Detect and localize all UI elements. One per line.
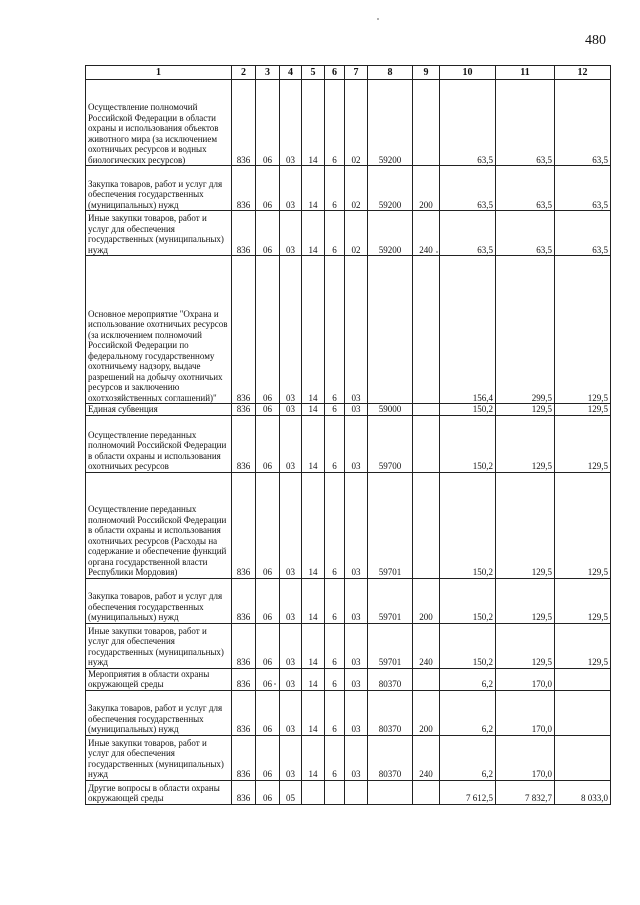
table-row [86, 256, 611, 404]
column-header-1: 1 [86, 66, 232, 80]
cell-col-4: 03 [280, 668, 302, 690]
cell-col-9: 240 [413, 211, 440, 256]
cell-col-11: 170,0 [496, 735, 555, 780]
cell-col-8: 80370 [368, 735, 413, 780]
cell-col-2: 836 [232, 415, 256, 472]
cell-col-9 [413, 472, 440, 578]
cell-col-5: 14 [302, 404, 325, 416]
cell-col-12: 129,5 [555, 256, 611, 404]
cell-col-10: 6,2 [440, 690, 496, 735]
cell-col-8 [368, 256, 413, 404]
cell-col-3: 06 [256, 404, 280, 416]
table-header-row [86, 66, 611, 80]
column-header-11: 11 [496, 66, 555, 80]
cell-col-6 [325, 780, 345, 804]
cell-col-3: 06 [256, 211, 280, 256]
cell-col-8: 80370 [368, 690, 413, 735]
cell-col-4: 03 [280, 690, 302, 735]
cell-col-7: 03 [345, 668, 368, 690]
column-header-3: 3 [256, 66, 280, 80]
cell-col-11: 129,5 [496, 472, 555, 578]
cell-col-7: 02 [345, 166, 368, 211]
table-row [86, 404, 611, 416]
row-name-cell: Единая субвенция [86, 404, 232, 416]
row-name-cell: Мероприятия в области охраны окружающей среды [86, 668, 232, 690]
cell-col-4: 03 [280, 256, 302, 404]
cell-col-8: 80370 [368, 668, 413, 690]
cell-col-8: 59200 [368, 211, 413, 256]
cell-col-8: 59701 [368, 623, 413, 668]
cell-col-3: 06 [256, 80, 280, 166]
cell-col-8: 59701 [368, 578, 413, 623]
cell-col-4: 03 [280, 404, 302, 416]
cell-col-5: 14 [302, 735, 325, 780]
cell-col-7: 03 [345, 578, 368, 623]
cell-col-11: 129,5 [496, 404, 555, 416]
cell-col-12: 129,5 [555, 472, 611, 578]
cell-col-10: 150,2 [440, 415, 496, 472]
row-name-cell: Иные закупки товаров, работ и услуг для обеспечения государственных (муниципальных) нужд [86, 735, 232, 780]
cell-col-2: 836 [232, 256, 256, 404]
cell-col-11: 129,5 [496, 623, 555, 668]
cell-col-2: 836 [232, 166, 256, 211]
cell-col-11: 129,5 [496, 578, 555, 623]
column-header-9: 9 [413, 66, 440, 80]
table-row [86, 690, 611, 735]
table-row [86, 623, 611, 668]
cell-col-12: 63,5 [555, 166, 611, 211]
cell-col-4: 03 [280, 166, 302, 211]
row-name-cell: Иные закупки товаров, работ и услуг для обеспечения государственных (муниципальных) нужд [86, 211, 232, 256]
cell-col-7: 03 [345, 735, 368, 780]
cell-col-3: 06 [256, 690, 280, 735]
cell-col-4: 03 [280, 578, 302, 623]
cell-col-3: 06 [256, 578, 280, 623]
cell-col-9: 200 [413, 578, 440, 623]
cell-col-2: 836 [232, 404, 256, 416]
table-row [86, 578, 611, 623]
scan-speck [436, 251, 438, 253]
cell-col-8 [368, 780, 413, 804]
cell-col-2: 836 [232, 623, 256, 668]
row-name-cell: Закупка товаров, работ и услуг для обеспечения государственных (муниципальных) нужд [86, 690, 232, 735]
cell-col-2: 836 [232, 211, 256, 256]
cell-col-8: 59000 [368, 404, 413, 416]
column-header-5: 5 [302, 66, 325, 80]
cell-col-6: 6 [325, 211, 345, 256]
row-name-cell: Иные закупки товаров, работ и услуг для обеспечения государственных (муниципальных) нужд [86, 623, 232, 668]
cell-col-11: 7 832,7 [496, 780, 555, 804]
cell-col-7: 03 [345, 404, 368, 416]
cell-col-2: 836 [232, 780, 256, 804]
column-header-8: 8 [368, 66, 413, 80]
cell-col-10: 63,5 [440, 80, 496, 166]
cell-col-7: 02 [345, 211, 368, 256]
cell-col-7: 02 [345, 80, 368, 166]
cell-col-6: 6 [325, 166, 345, 211]
column-header-2: 2 [232, 66, 256, 80]
cell-col-4: 03 [280, 735, 302, 780]
cell-col-10: 6,2 [440, 735, 496, 780]
page-number: 480 [585, 33, 606, 48]
cell-col-5: 14 [302, 211, 325, 256]
cell-col-3: 06 [256, 415, 280, 472]
cell-col-3: 06 [256, 623, 280, 668]
cell-col-3: 06 [256, 780, 280, 804]
table-row [86, 211, 611, 256]
cell-col-3: 06 [256, 668, 280, 690]
cell-col-7: 03 [345, 256, 368, 404]
column-header-10: 10 [440, 66, 496, 80]
cell-col-11: 63,5 [496, 80, 555, 166]
cell-col-6: 6 [325, 256, 345, 404]
table-body [86, 80, 611, 805]
row-name-cell: Основное мероприятие "Охрана и использование охотничьих ресурсов (за исключением полномочий Российской Федерации по федеральному государственному охотничьему надзору, выдаче разрешений на добычу охотничьих ресурсов и заключению охотхозяйственных соглашений)" [86, 256, 232, 404]
cell-col-8: 59200 [368, 80, 413, 166]
cell-col-7: 03 [345, 472, 368, 578]
cell-col-4: 05 [280, 780, 302, 804]
column-header-4: 4 [280, 66, 302, 80]
cell-col-9 [413, 668, 440, 690]
cell-col-7: 03 [345, 690, 368, 735]
cell-col-4: 03 [280, 623, 302, 668]
column-header-6: 6 [325, 66, 345, 80]
cell-col-9: 240 [413, 735, 440, 780]
cell-col-10: 150,2 [440, 404, 496, 416]
column-header-7: 7 [345, 66, 368, 80]
row-name-cell: Осуществление полномочий Российской Федерации в области охраны и использования объектов животного мира (за исключением охотничьих ресурсов и водных биологических ресурсов) [86, 80, 232, 166]
cell-col-11: 63,5 [496, 211, 555, 256]
cell-col-4: 03 [280, 415, 302, 472]
cell-col-10: 7 612,5 [440, 780, 496, 804]
cell-col-11: 63,5 [496, 166, 555, 211]
cell-col-10: 63,5 [440, 211, 496, 256]
cell-col-10: 150,2 [440, 472, 496, 578]
row-name-cell: Другие вопросы в области охраны окружающей среды [86, 780, 232, 804]
cell-col-9: 200 [413, 690, 440, 735]
cell-col-11: 170,0 [496, 690, 555, 735]
cell-col-12 [555, 690, 611, 735]
row-name-cell: Осуществление переданных полномочий Российской Федерации в области охраны и использования охотничьих ресурсов [86, 415, 232, 472]
cell-col-8: 59200 [368, 166, 413, 211]
cell-col-5 [302, 780, 325, 804]
cell-col-5: 14 [302, 166, 325, 211]
cell-col-5: 14 [302, 668, 325, 690]
cell-col-5: 14 [302, 690, 325, 735]
cell-col-12: 63,5 [555, 211, 611, 256]
cell-col-7: 03 [345, 623, 368, 668]
cell-col-6: 6 [325, 404, 345, 416]
cell-col-2: 836 [232, 735, 256, 780]
row-name-cell: Закупка товаров, работ и услуг для обеспечения государственных (муниципальных) нужд [86, 166, 232, 211]
cell-col-10: 63,5 [440, 166, 496, 211]
cell-col-7 [345, 780, 368, 804]
cell-col-5: 14 [302, 472, 325, 578]
cell-col-7: 03 [345, 415, 368, 472]
budget-table [85, 65, 611, 805]
table-row [86, 415, 611, 472]
cell-col-6: 6 [325, 415, 345, 472]
cell-col-4: 03 [280, 80, 302, 166]
cell-col-5: 14 [302, 256, 325, 404]
cell-col-3: 06 [256, 735, 280, 780]
cell-col-11: 299,5 [496, 256, 555, 404]
table-row [86, 780, 611, 804]
cell-col-12: 8 033,0 [555, 780, 611, 804]
table-row [86, 166, 611, 211]
cell-col-2: 836 [232, 578, 256, 623]
cell-col-3: 06 [256, 472, 280, 578]
row-name-cell: Осуществление переданных полномочий Российской Федерации в области охраны и использования охотничьих ресурсов (Расходы на содержание и обеспечение функций органа государственной власти Республики Мордовия) [86, 472, 232, 578]
cell-col-9: 200 [413, 166, 440, 211]
table-row [86, 668, 611, 690]
cell-col-6: 6 [325, 472, 345, 578]
cell-col-10: 150,2 [440, 623, 496, 668]
cell-col-6: 6 [325, 735, 345, 780]
cell-col-6: 6 [325, 668, 345, 690]
scan-speck [274, 683, 276, 685]
table-row [86, 735, 611, 780]
cell-col-8: 59701 [368, 472, 413, 578]
cell-col-8: 59700 [368, 415, 413, 472]
cell-col-9 [413, 256, 440, 404]
cell-col-9 [413, 80, 440, 166]
cell-col-5: 14 [302, 80, 325, 166]
cell-col-4: 03 [280, 472, 302, 578]
cell-col-12: 129,5 [555, 415, 611, 472]
cell-col-2: 836 [232, 668, 256, 690]
cell-col-9 [413, 415, 440, 472]
cell-col-12 [555, 735, 611, 780]
cell-col-10: 156,4 [440, 256, 496, 404]
cell-col-11: 129,5 [496, 415, 555, 472]
cell-col-2: 836 [232, 80, 256, 166]
cell-col-11: 170,0 [496, 668, 555, 690]
cell-col-6: 6 [325, 690, 345, 735]
cell-col-5: 14 [302, 623, 325, 668]
cell-col-6: 6 [325, 578, 345, 623]
cell-col-2: 836 [232, 472, 256, 578]
cell-col-10: 6,2 [440, 668, 496, 690]
cell-col-5: 14 [302, 578, 325, 623]
table-row [86, 80, 611, 166]
cell-col-5: 14 [302, 415, 325, 472]
cell-col-9 [413, 404, 440, 416]
scan-speck [377, 18, 379, 20]
table-row [86, 472, 611, 578]
cell-col-3: 06 [256, 256, 280, 404]
cell-col-12: 63,5 [555, 80, 611, 166]
cell-col-2: 836 [232, 690, 256, 735]
cell-col-6: 6 [325, 623, 345, 668]
cell-col-9 [413, 780, 440, 804]
cell-col-6: 6 [325, 80, 345, 166]
cell-col-4: 03 [280, 211, 302, 256]
column-header-12: 12 [555, 66, 611, 80]
row-name-cell: Закупка товаров, работ и услуг для обеспечения государственных (муниципальных) нужд [86, 578, 232, 623]
cell-col-12 [555, 668, 611, 690]
cell-col-9: 240 [413, 623, 440, 668]
cell-col-3: 06 [256, 166, 280, 211]
cell-col-10: 150,2 [440, 578, 496, 623]
cell-col-12: 129,5 [555, 578, 611, 623]
cell-col-12: 129,5 [555, 404, 611, 416]
cell-col-12: 129,5 [555, 623, 611, 668]
